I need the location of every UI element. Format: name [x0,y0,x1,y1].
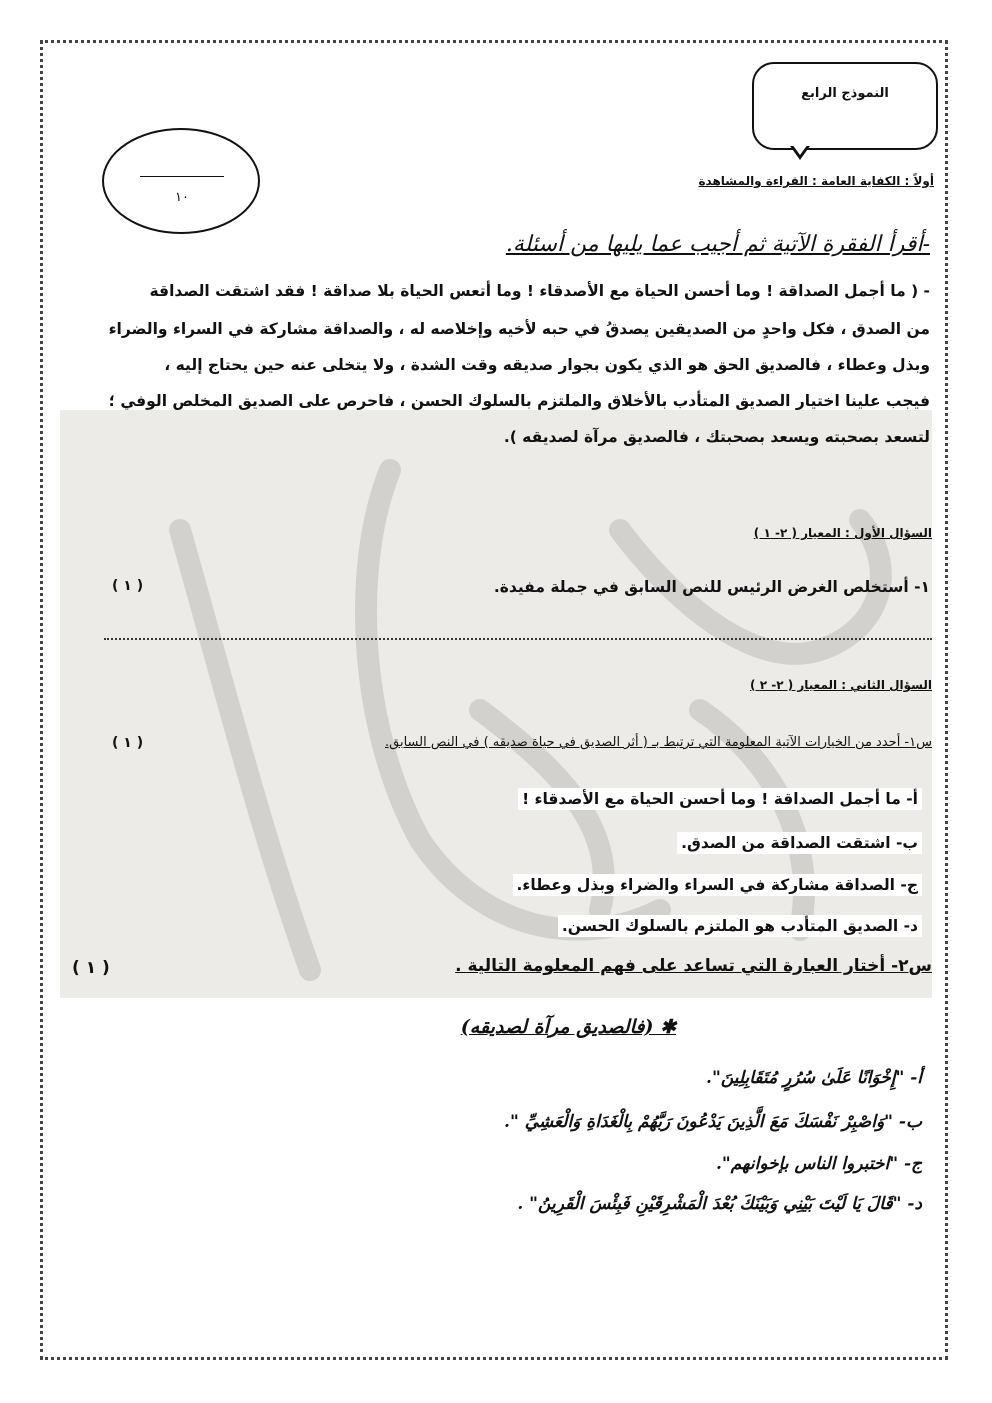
option-d-text: د- الصديق المتأدب هو الملتزم بالسلوك الحسن. [558,915,922,937]
verse-option-b[interactable]: ب- "وَاصْبِرْ نَفْسَكَ مَعَ الَّذِينَ يَدْعُونَ رَبَّهُمْ بِالْغَدَاةِ وَالْعَشِيِّ ". [504,1112,922,1132]
reading-instruction: -أقرأ الفقرة الآتية ثم أجيب عما يليها من أسئلة. [505,232,930,257]
s2-question-text: س٢- أختار العبارة التي تساعد على فهم المعلومة التالية . [455,956,932,976]
section-title: أولاً : الكفاية العامة : القراءة والمشاهدة [698,174,934,188]
callout-tail-inner [792,144,808,155]
s2-mark: ( ١ ) [72,958,110,978]
option-c[interactable] [513,876,922,894]
passage-line-3: وبذل وعطاء ، فالصديق الحق هو الذي يكون بجوار صديقه وقت الشدة ، ولا يتخلى عنه حين يحتاج إليه ، [164,356,930,374]
verse-option-c[interactable]: ج- "اختبروا الناس بإخوانهم". [716,1154,922,1174]
option-c-text: ج- الصداقة مشاركة في السراء والضراء وبذل وعطاء. [513,874,922,896]
passage-line-2: من الصدق ، فكل واحدٍ من الصديقين يصدقُ في حبه لأخيه وإخلاصه له ، والصداقة مشاركة في السراء والضراء [108,320,930,338]
answer-line[interactable] [104,638,932,640]
question1-heading: السؤال الأول : المعيار ( ٢- ١ ) [753,526,932,540]
watermark-background [60,410,932,998]
question2-heading: السؤال الثاني : المعيار ( ٢- ٢ ) [750,678,932,692]
quote-heading: ✱ (فالصديق مرآة لصديقه) [460,1016,676,1038]
s1-mark: ( ١ ) [112,735,144,751]
option-b[interactable] [677,834,922,852]
model-title: النموذج الرابع [801,86,889,101]
question1-mark: ( ١ ) [112,578,144,594]
option-d[interactable] [558,917,922,935]
verse-option-d[interactable]: د- "قَالَ يَا لَيْتَ بَيْنِي وَبَيْنَكَ بُعْدَ الْمَشْرِقَيْنِ فَبِئْسَ الْقَرِينُ" . [517,1194,922,1214]
score-oval [102,128,260,234]
passage-line-4: فيجب علينا اختيار الصديق المتأدب بالأخلاق والملتزم بالسلوك الحسن ، فاحرص على الصديق المخلص الوفي ؛ [108,392,930,410]
score-line [140,176,224,177]
option-a-text: أ- ما أجمل الصداقة ! وما أحسن الحياة مع الأصدقاء ! [518,788,922,810]
passage-line-5: لتسعد بصحبته ويسعد بصحبتك ، فالصديق مرآة لصديقه ). [503,428,930,446]
model-title-callout [752,62,938,150]
s1-question-text: س١- أحدد من الخيارات الآتية المعلومة التي ترتبط بـ ( أثر الصديق في حياة صديقه ) في النص السابق. [385,735,932,750]
calligraphy-watermark-icon [60,410,932,998]
score-total: ١٠ [175,190,189,205]
option-a[interactable] [518,790,922,808]
option-b-text: ب- اشتقت الصداقة من الصدق. [677,832,922,854]
passage-line-1: - ( ما أجمل الصداقة ! وما أحسن الحياة مع الأصدقاء ! وما أتعس الحياة بلا صداقة ! فقد اشتقت الصداقة [149,282,930,300]
question1-text: ١- أستخلص الغرض الرئيس للنص السابق في جملة مفيدة. [493,578,930,596]
verse-option-a[interactable]: أ- "إِخْوَانًا عَلَىٰ سُرُرٍ مُتَقَابِلِينَ". [706,1068,922,1088]
